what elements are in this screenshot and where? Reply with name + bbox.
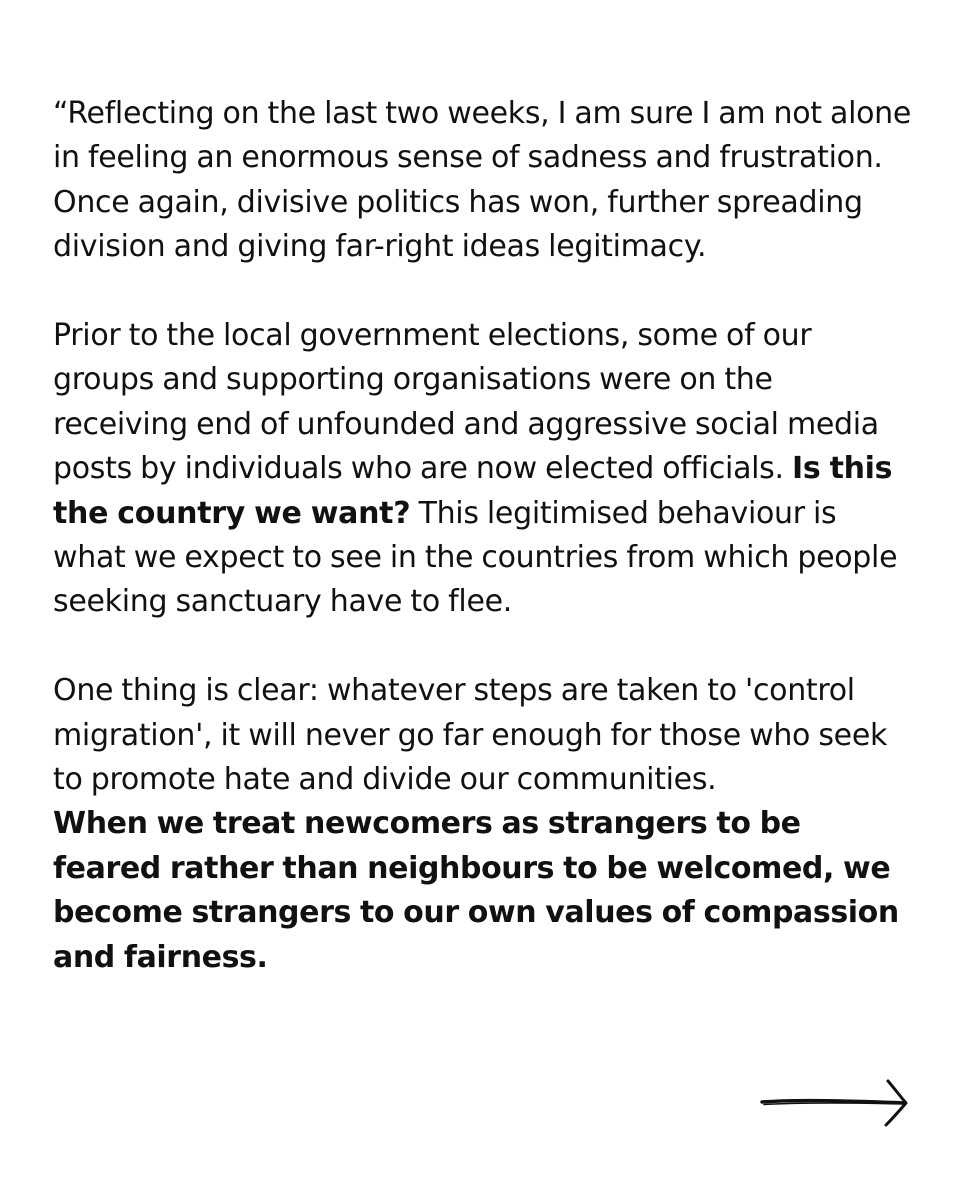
statement-text bbox=[53, 92, 913, 980]
bold-question: Is this the country we want? bbox=[53, 451, 893, 531]
next-button[interactable] bbox=[758, 1078, 913, 1130]
paragraph-elections-outro: This legitimised behaviour is what we expect to see in the countries from which people seeking sanctuary have to flee. bbox=[53, 495, 898, 620]
paragraph-elections bbox=[53, 314, 913, 625]
arrow-right-icon bbox=[758, 1078, 913, 1130]
paragraph-elections-intro: Prior to the local government elections, some of our groups and supporting organisations were on the receiving end of unfounded and aggressive social media posts by individuals who are now elected officials. bbox=[53, 318, 879, 487]
bold-statement: When we treat newcomers as strangers to be feared rather than neighbours to be welcomed, we become strangers to our own values of compassion and fairness. bbox=[53, 806, 899, 975]
paragraph-conclusion bbox=[53, 669, 913, 980]
paragraph-reflection: “Reflecting on the last two weeks, I am sure I am not alone in feeling an enormous sense of sadness and frustration. Once again, divisive politics has won, further spreading division and giving far-right ideas legitimacy. bbox=[53, 96, 912, 265]
paragraph-conclusion-text: One thing is clear: whatever steps are taken to 'control migration', it will never go far enough for those who seek to promote hate and divide our communities. bbox=[53, 673, 888, 798]
